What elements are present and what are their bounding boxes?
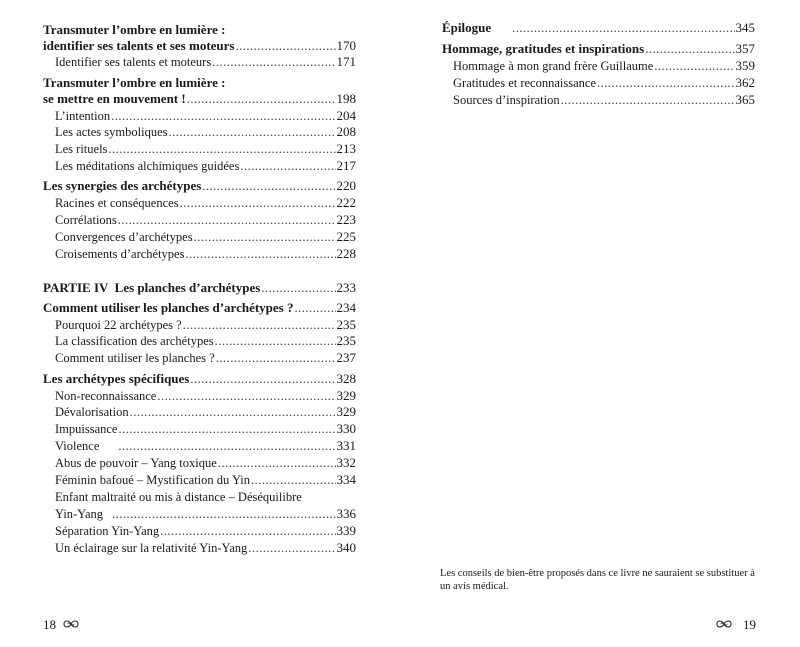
toc-label: Les synergies des archétypes <box>43 178 202 193</box>
dot-leader <box>216 350 336 366</box>
toc-entry <box>55 506 356 522</box>
dot-leader <box>294 300 335 316</box>
dot-leader <box>248 540 335 556</box>
toc-label: Les rituels <box>55 142 108 156</box>
toc-page: 237 <box>336 350 356 365</box>
toc-heading <box>43 178 356 194</box>
dot-leader <box>187 91 336 107</box>
page-number: 19 <box>743 617 756 632</box>
toc-page: 225 <box>336 229 356 244</box>
toc-label: La classification des archétypes <box>55 334 214 348</box>
dot-leader <box>118 421 335 437</box>
dot-leader <box>168 124 335 140</box>
toc-label: Les archétypes spécifiques <box>43 371 190 386</box>
dot-leader <box>561 92 735 108</box>
dot-leader <box>261 280 335 296</box>
toc-entry <box>55 229 356 245</box>
toc-label: Séparation Yin-Yang <box>55 524 160 538</box>
toc-label: Impuissance <box>55 422 118 436</box>
toc-entry <box>55 246 356 262</box>
toc-label: Convergences d’archétypes <box>55 230 193 244</box>
toc-label: Racines et conséquences <box>55 196 179 210</box>
toc-label: Pourquoi 22 archétypes ? <box>55 318 182 332</box>
infinity-ornament-icon <box>62 619 80 629</box>
toc-label: Abus de pouvoir – Yang toxique <box>55 456 217 470</box>
dot-leader <box>183 317 336 333</box>
toc-label: Un éclairage sur la relativité Yin-Yang <box>55 541 248 555</box>
dot-leader <box>218 455 336 471</box>
toc-entry <box>55 523 356 539</box>
dot-leader <box>190 371 335 387</box>
dot-leader <box>194 229 336 245</box>
dot-leader <box>118 438 335 454</box>
toc-page: 217 <box>336 158 356 173</box>
toc-page: 235 <box>336 317 356 332</box>
toc-heading <box>442 41 755 57</box>
toc-heading <box>43 91 356 107</box>
toc-label: Violence <box>55 439 100 453</box>
toc-label: Comment utiliser les planches d’archétypes ? <box>43 300 294 315</box>
toc-entry <box>55 333 356 349</box>
toc-page: 345 <box>735 20 755 35</box>
toc-heading-line: Transmuter l’ombre en lumière : <box>43 75 226 90</box>
toc-entry-line: Enfant maltraité ou mis à distance – Déséquilibre <box>55 490 302 504</box>
right-page <box>400 0 800 647</box>
toc-page: 208 <box>336 124 356 139</box>
toc-label: identifier ses talents et ses moteurs <box>43 38 235 53</box>
toc-label: Sources d’inspiration <box>453 93 560 107</box>
toc-entry <box>55 404 356 420</box>
toc-label: PARTIE IV Les planches d’archétypes <box>43 280 261 295</box>
infinity-ornament-icon <box>715 619 733 629</box>
toc-label: L’intention <box>55 109 111 123</box>
toc-label: Yin-Yang <box>55 507 104 521</box>
toc-page: 204 <box>336 108 356 123</box>
toc-entry <box>453 75 755 91</box>
dot-leader <box>157 388 335 404</box>
dot-leader <box>111 108 335 124</box>
page-number: 18 <box>43 617 56 632</box>
toc-entry <box>55 350 356 366</box>
toc-label: Comment utiliser les planches ? <box>55 351 215 365</box>
toc-label: Corrélations <box>55 213 117 227</box>
dot-leader <box>202 178 335 194</box>
toc-entry <box>55 108 356 124</box>
toc-heading <box>43 300 356 316</box>
toc-page: 223 <box>336 212 356 227</box>
toc-page: 170 <box>336 38 356 53</box>
toc-page: 213 <box>336 141 356 156</box>
dot-leader <box>235 38 335 54</box>
toc-heading <box>43 371 356 387</box>
dot-leader <box>130 404 336 420</box>
dot-leader <box>512 20 734 36</box>
toc-label: Dévalorisation <box>55 405 129 419</box>
toc-page: 198 <box>336 91 356 106</box>
toc-page: 234 <box>336 300 356 315</box>
toc-page: 362 <box>735 75 755 90</box>
toc-label: Les actes symboliques <box>55 125 168 139</box>
toc-entry <box>55 421 356 437</box>
dot-leader <box>108 141 335 157</box>
toc-label: Hommage, gratitudes et inspirations <box>442 41 645 56</box>
toc-entry <box>55 317 356 333</box>
toc-page: 222 <box>336 195 356 210</box>
toc-entry <box>55 195 356 211</box>
toc-page: 339 <box>336 523 356 538</box>
toc-entry <box>55 54 356 70</box>
toc-page: 171 <box>336 54 356 69</box>
toc-entry <box>55 388 356 404</box>
toc-page: 329 <box>336 388 356 403</box>
toc-heading-line: Transmuter l’ombre en lumière : <box>43 22 226 37</box>
dot-leader <box>185 246 335 262</box>
toc-label: se mettre en mouvement ! <box>43 91 186 106</box>
toc-label: Identifier ses talents et moteurs <box>55 55 212 69</box>
toc-page: 328 <box>336 371 356 386</box>
toc-heading <box>43 38 356 54</box>
toc-entry <box>55 438 356 454</box>
toc-page: 334 <box>336 472 356 487</box>
toc-page: 365 <box>735 92 755 107</box>
dot-leader <box>240 158 335 174</box>
toc-label: Féminin bafoué – Mystification du Yin <box>55 473 251 487</box>
dot-leader <box>180 195 336 211</box>
toc-entry <box>55 472 356 488</box>
toc-entry <box>453 58 755 74</box>
dot-leader <box>118 212 336 228</box>
toc-label: Épilogue <box>442 20 492 35</box>
toc-entry <box>55 455 356 471</box>
toc-page: 233 <box>336 280 356 295</box>
dot-leader <box>251 472 335 488</box>
toc-page: 336 <box>336 506 356 521</box>
toc-entry <box>453 92 755 108</box>
toc-entry <box>55 141 356 157</box>
toc-part-heading <box>43 280 356 296</box>
medical-disclaimer: Les conseils de bien-être proposés dans ce livre ne sauraient se substituer à un avis médical. <box>440 568 755 592</box>
toc-entry <box>55 212 356 228</box>
toc-entry <box>55 158 356 174</box>
toc-entry <box>55 124 356 140</box>
dot-leader <box>215 333 336 349</box>
toc-page: 357 <box>735 41 755 56</box>
toc-entry <box>55 540 356 556</box>
toc-label: Les méditations alchimiques guidées <box>55 159 240 173</box>
dot-leader <box>212 54 335 70</box>
toc-label: Gratitudes et reconnaissance <box>453 76 596 90</box>
dot-leader <box>112 506 335 522</box>
toc-page: 220 <box>336 178 356 193</box>
dot-leader <box>654 58 734 74</box>
toc-label: Non-reconnaissance <box>55 389 157 403</box>
dot-leader <box>597 75 735 91</box>
toc-page: 329 <box>336 404 356 419</box>
dot-leader <box>160 523 335 539</box>
dot-leader <box>645 41 734 57</box>
toc-page: 235 <box>336 333 356 348</box>
toc-label: Croisements d’archétypes <box>55 247 185 261</box>
toc-heading <box>442 20 755 36</box>
toc-label: Hommage à mon grand frère Guillaume <box>453 59 654 73</box>
toc-page: 359 <box>735 58 755 73</box>
toc-page: 340 <box>336 540 356 555</box>
toc-page: 332 <box>336 455 356 470</box>
toc-page: 330 <box>336 421 356 436</box>
toc-page: 331 <box>336 438 356 453</box>
toc-page: 228 <box>336 246 356 261</box>
